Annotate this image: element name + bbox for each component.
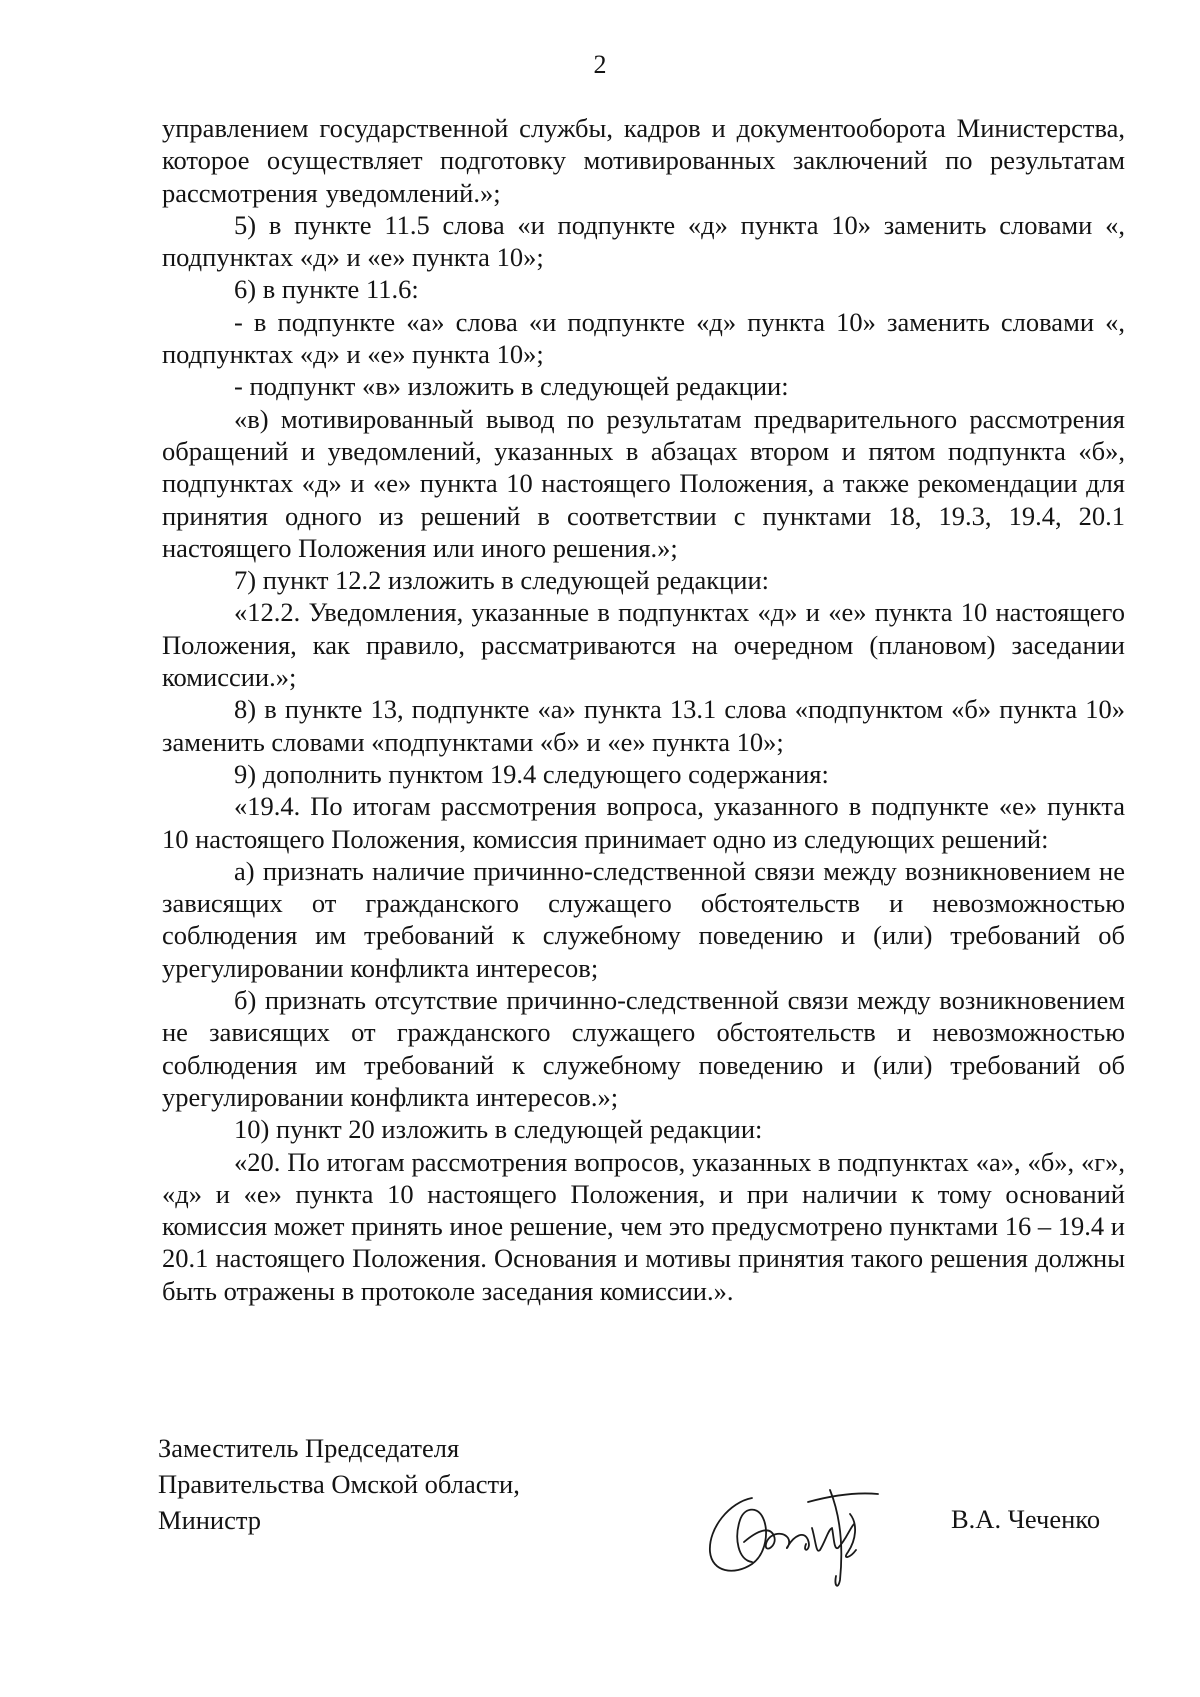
document-body (162, 112, 1125, 1307)
signatory-name: В.А. Чеченко (951, 1504, 1101, 1534)
paragraph-quote-v: «в) мотивированный вывод по результатам предварительного рассмотрения обращений и уведомлений, указанных в абзацах втором и пятом подпункта «б», подпунктах «д» и «е» пункта 10 настоящего Положения, а также рекомендации для принятия одного из решений в соответствии с пунктами 18, 19.3, 19.4, 20.1 настоящего Положения или иного решения.»; (162, 403, 1125, 563)
page-number: 2 (593, 50, 607, 79)
paragraph-item-6-a: - в подпункте «а» слова «и подпункте «д» пункта 10» заменить словами «, подпунктах «д» и «е» пункта 10»; (162, 306, 1125, 370)
paragraph-quote-19-4: «19.4. По итогам рассмотрения вопроса, указанного в подпункте «е» пункта 10 настоящего Положения, комиссия принимает одно из следующих решений: (162, 791, 1125, 854)
paragraph-quote-12-2: «12.2. Уведомления, указанные в подпунктах «д» и «е» пункта 10 настоящего Положения, как правило, рассматриваются на очередном (плановом) заседании комиссии.»; (162, 597, 1125, 693)
paragraph-item-9: 9) дополнить пунктом 19.4 следующего содержания: (234, 758, 829, 789)
signatory-position (158, 1430, 520, 1538)
paragraph-item-6: 6) в пункте 11.6: (234, 274, 419, 305)
signatory-position-line: Министр (158, 1505, 262, 1535)
paragraph-quote-20: «20. По итогам рассмотрения вопросов, указанных в подпунктах «а», «б», «г», «д» и «е» пункта 10 настоящего Положения, и при наличии к тому оснований комиссия может принять иное решение, чем это предусмотрено пунктами 16 – 19.4 и 20.1 настоящего Положения. Основания и мотивы принятия такого решения должны быть отражены в протоколе заседания комиссии.». (162, 1146, 1125, 1306)
paragraph-item-7: 7) пункт 12.2 изложить в следующей редакции: (234, 565, 770, 596)
signatory-position-line: Правительства Омской области, (158, 1469, 520, 1499)
signatory-position-line: Заместитель Председателя (158, 1433, 460, 1463)
paragraph-item-6-v: - подпункт «в» изложить в следующей редакции: (234, 371, 789, 402)
paragraph-item-5: 5) в пункте 11.5 слова «и подпункте «д» пункта 10» заменить словами «, подпунктах «д» и «е» пункта 10»; (162, 209, 1125, 273)
paragraph-decision-a: а) признать наличие причинно-следственной связи между возникновением не зависящих от гражданского служащего обстоятельств и невозможностью соблюдения им требований к служебному поведению и (или) требований об урегулировании конфликта интересов; (162, 855, 1125, 983)
paragraph-continuation: управлением государственной службы, кадров и документооборота Министерства, которое осуществляет подготовку мотивированных заключений по результатам рассмотрения уведомлений.»; (162, 113, 1125, 208)
paragraph-decision-b: б) признать отсутствие причинно-следственной связи между возникновением не зависящих от гражданского служащего обстоятельств и невозможностью соблюдения им требований к служебному поведению и (или) требований об урегулировании конфликта интересов.»; (162, 985, 1125, 1112)
paragraph-item-8: 8) в пункте 13, подпункте «а» пункта 13.1 слова «подпунктом «б» пункта 10» заменить словами «подпунктами «б» и «е» пункта 10»; (162, 694, 1125, 757)
paragraph-item-10: 10) пункт 20 изложить в следующей редакции: (234, 1114, 763, 1145)
handwritten-signature-icon (700, 1480, 890, 1595)
